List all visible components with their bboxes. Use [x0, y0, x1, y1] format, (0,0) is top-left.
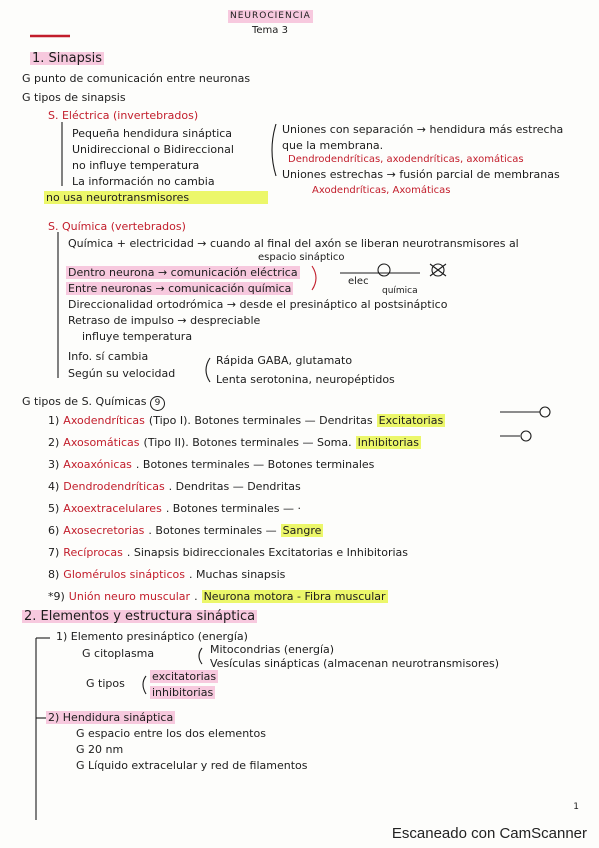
tipos-quimicas-label: G tipos de S. Químicas — [22, 395, 147, 408]
uniones-brace — [272, 124, 276, 176]
tipo-number: *9) — [48, 590, 65, 603]
quimica-title: S. Química (vertebrados) — [48, 220, 186, 233]
tipo-description: (Tipo I). Botones terminales — Dendritas — [148, 414, 373, 427]
hendidura-title — [46, 711, 175, 724]
tipo-number: 2) — [48, 436, 60, 449]
tipo-name: Axosomáticas — [63, 436, 140, 449]
tipo-excitatorias-text: excitatorias — [152, 670, 217, 683]
electrica-item: Pequeña hendidura sináptica — [72, 127, 233, 140]
tipos-quimicas-heading — [22, 395, 165, 411]
tipo-name: Axoaxónicas — [63, 458, 132, 471]
tipo-description: (Tipo II). Botones terminales — Soma. — [143, 436, 352, 449]
page-subtitle: Tema 3 — [252, 25, 288, 36]
hendidura-item: G espacio entre los dos elementos — [76, 727, 266, 740]
velocidad-brace — [206, 358, 210, 382]
tipo-tag: Excitatorias — [378, 414, 444, 427]
quimica-row: influye temperatura — [82, 330, 193, 343]
neuron-dendrites — [430, 264, 446, 276]
quimica-row: Info. sí cambia — [68, 350, 149, 363]
tipo-tag: Inhibitorias — [357, 436, 420, 449]
velocidad-lenta: Lenta serotonina, neuropéptidos — [216, 373, 395, 386]
tipo-item — [48, 480, 301, 493]
mitocondrias: Mitocondrias (energía) — [210, 643, 335, 656]
tipos-brace — [143, 676, 146, 694]
tipo-description: . Muchas sinapsis — [188, 568, 286, 581]
tipo-description: . Botones terminales — Botones terminales — [135, 458, 375, 471]
electrica-title: S. Eléctrica (invertebrados) — [48, 109, 199, 122]
tipo-description: . — [194, 590, 198, 603]
quimica-row: Retraso de impulso → despreciable — [68, 314, 261, 327]
page-title: NEUROCIENCIA — [230, 11, 311, 21]
tipo-item — [48, 524, 323, 537]
page-number: 1 — [573, 802, 579, 812]
tipo-name: Axosecretorias — [63, 524, 145, 537]
uniones-separacion: Uniones con separación → hendidura más estrecha — [282, 123, 564, 136]
tipo-tag: Neurona motora - Fibra muscular — [203, 590, 386, 603]
quimica-row — [66, 282, 293, 295]
section-1-title: 1. Sinapsis — [32, 51, 103, 66]
section-2-title: 2. Elementos y estructura sináptica — [24, 609, 256, 624]
tipo-name: Axoextracelulares — [63, 502, 162, 515]
vesiculas: Vesículas sinápticas (almacenan neurotransmisores) — [210, 657, 499, 670]
hendidura-title-text: 2) Hendidura sináptica — [48, 711, 174, 724]
tipo-name: Unión neuro muscular — [68, 590, 191, 603]
quimica-row — [66, 266, 300, 279]
neuron-soma-1 — [378, 264, 390, 276]
tipos-count-badge: 9 — [150, 396, 165, 411]
tipo-name: Glomérulos sinápticos — [63, 568, 185, 581]
sinapsis-types-label: G tipos de sinapsis — [22, 91, 126, 104]
tipo-inhibitorias-text: inhibitorias — [152, 686, 214, 699]
red-brace — [312, 266, 316, 290]
tipo-number: 6) — [48, 524, 60, 537]
tipo-number: 7) — [48, 546, 60, 559]
tipo-item — [48, 458, 374, 471]
tipo-excitatorias — [150, 670, 218, 683]
uniones-separacion-types: Dendrodendríticas, axodendríticas, axomáticas — [288, 154, 524, 165]
uniones-separacion-cont: que la membrana. — [282, 139, 384, 152]
sinapsis-definition: G punto de comunicación entre neuronas — [22, 72, 251, 85]
citoplasma-brace — [199, 648, 202, 664]
tipo-name: Recíprocas — [63, 546, 123, 559]
tipos-presinaptico-label: G tipos — [86, 677, 125, 690]
tipo-description: . Botones terminales — — [148, 524, 277, 537]
tipo-description: . Botones terminales — · — [165, 502, 302, 515]
quimica-row: Química + electricidad → cuando al final del axón se liberan neurotransmisores al — [68, 237, 519, 250]
electrica-item: no influye temperatura — [72, 159, 200, 172]
uniones-estrechas-types: Axodendríticas, Axomáticas — [312, 185, 451, 196]
neuron-soma-2 — [432, 264, 444, 276]
tipo-item — [48, 590, 388, 603]
hendidura-item: G Líquido extracelular y red de filamentos — [76, 759, 308, 772]
tipo-item — [48, 546, 408, 559]
electrica-item: La información no cambia — [72, 175, 215, 188]
tipo-item — [48, 414, 445, 427]
tipo-number: 8) — [48, 568, 60, 581]
tipo-name: Dendrodendríticas — [63, 480, 165, 493]
uniones-estrechas: Uniones estrechas → fusión parcial de membranas — [282, 168, 560, 181]
quimica-row-text: Entre neuronas → comunicación química — [68, 282, 292, 295]
tipo-description: . Sinapsis bidireccionales Excitatorias e Inhibitorias — [126, 546, 409, 559]
hendidura-item: G 20 nm — [76, 743, 124, 756]
tipo-number: 3) — [48, 458, 60, 471]
tipo-item — [48, 436, 421, 449]
tipo-inhibitorias — [150, 686, 215, 699]
velocidad-rapida: Rápida GABA, glutamato — [216, 354, 353, 367]
tipo2-neuron — [521, 431, 531, 441]
electrica-item: Unidireccional o Bidireccional — [72, 143, 234, 156]
tipo1-neuron — [540, 407, 550, 417]
neuron-quim-label: química — [382, 286, 418, 296]
quimica-row-cont: espacio sináptico — [258, 252, 345, 263]
quimica-row-text: Dentro neurona → comunicación eléctrica — [68, 266, 298, 279]
tipo-name: Axodendríticas — [63, 414, 145, 427]
camscanner-watermark: Escaneado con CamScanner — [391, 825, 587, 842]
quimica-row: Según su velocidad — [68, 367, 176, 380]
electrica-highlight: no usa neurotransmisores — [44, 191, 268, 204]
quimica-row: Direccionalidad ortodrómica → desde el presináptico al postsináptico — [68, 298, 448, 311]
tipo-tag: Sangre — [282, 524, 322, 537]
elemento-presinaptico: 1) Elemento presináptico (energía) — [56, 630, 248, 643]
tipo-number: 5) — [48, 502, 60, 515]
tipo-description: . Dendritas — Dendritas — [168, 480, 301, 493]
tipo-number: 4) — [48, 480, 60, 493]
tipo-item — [48, 568, 285, 581]
citoplasma-label: G citoplasma — [82, 647, 155, 660]
neuron-elec-label: elec — [348, 276, 369, 287]
tipo-item — [48, 502, 301, 515]
tipo-number: 1) — [48, 414, 60, 427]
